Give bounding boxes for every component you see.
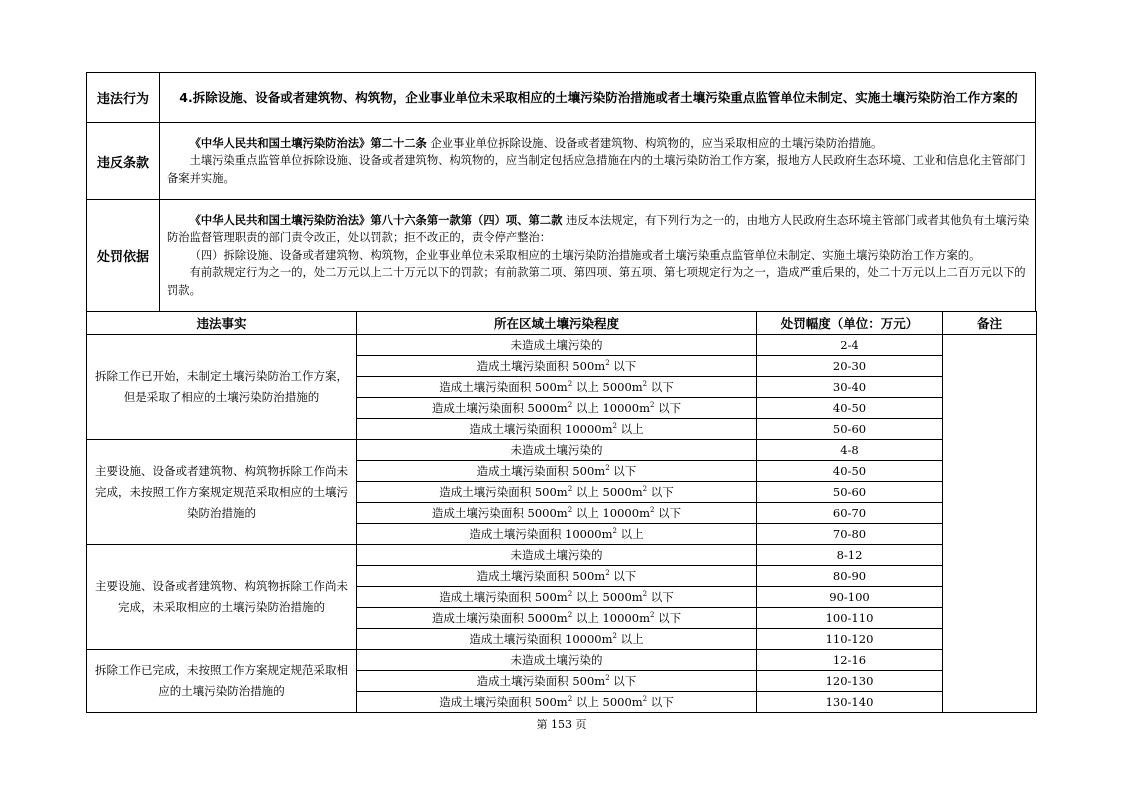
penalty-range-cell: 50-60 <box>757 482 943 503</box>
column-header: 违法事实 <box>87 312 357 335</box>
column-header: 所在区域土壤污染程度 <box>357 312 757 335</box>
basis-law-name: 《中华人民共和国土壤污染防治法》第八十六条第一款第（四）项、第二款 <box>189 213 563 227</box>
penalty-range-cell: 130-140 <box>757 692 943 713</box>
pollution-degree-cell: 造成土壤污染面积 $500m^2$ 以上 $5000m^2$ 以下 <box>357 692 757 713</box>
penalty-range-cell: 12-16 <box>757 650 943 671</box>
penalty-range-cell: 120-130 <box>757 671 943 692</box>
clause-cell <box>160 123 1036 200</box>
table-row <box>87 440 1037 461</box>
basis-paragraph-1 <box>167 212 1030 247</box>
clause-paragraph-1 <box>167 135 1030 153</box>
pollution-degree-cell: 造成土壤污染面积 $500m^2$ 以上 $5000m^2$ 以下 <box>357 587 757 608</box>
table-row <box>87 545 1037 566</box>
clause-label: 违反条款 <box>87 123 160 200</box>
pollution-degree-cell: 造成土壤污染面积 $5000m^2$ 以上 $10000m^2$ 以下 <box>357 608 757 629</box>
document-page <box>86 72 1036 713</box>
penalty-range-cell: 30-40 <box>757 377 943 398</box>
penalty-table-body <box>87 335 1037 713</box>
violation-title: 4.拆除设施、设备或者建筑物、构筑物，企业事业单位未采取相应的土壤污染防治措施或者土壤污染重点监管单位未制定、实施土壤污染防治工作方案的 <box>179 89 1018 105</box>
basis-cell <box>160 200 1036 312</box>
pollution-degree-cell: 造成土壤污染面积 $500m^2$ 以下 <box>357 566 757 587</box>
page-number: 第 153 页 <box>536 718 587 731</box>
penalty-range-cell: 80-90 <box>757 566 943 587</box>
clause-law-name: 《中华人民共和国土壤污染防治法》第二十二条 <box>189 136 427 150</box>
pollution-degree-cell: 未造成土壤污染的 <box>357 440 757 461</box>
penalty-range-cell: 100-110 <box>757 608 943 629</box>
basis-text-1: 违反本法规定，有下列行为之一的，由地方人民政府生态环境主管部门或者其他负有土壤污染防治监督管理职责的部门责令改正，处以罚款；拒不改正的，责令停产整治： <box>167 213 1030 245</box>
violation-fact-cell: 拆除工作已完成，未按照工作方案规定规范采取相应的土壤污染防治措施的 <box>87 650 357 713</box>
penalty-range-cell: 90-100 <box>757 587 943 608</box>
violation-cell <box>160 73 1036 123</box>
pollution-degree-cell: 造成土壤污染面积 $500m^2$ 以下 <box>357 356 757 377</box>
penalty-range-cell: 70-80 <box>757 524 943 545</box>
table-row <box>87 650 1037 671</box>
violation-label: 违法行为 <box>87 73 160 123</box>
clause-text-1: 企业事业单位拆除设施、设备或者建筑物、构筑物的，应当采取相应的土壤污染防治措施。 <box>430 136 883 150</box>
basis-label: 处罚依据 <box>87 200 160 312</box>
penalty-range-cell: 50-60 <box>757 419 943 440</box>
penalty-range-cell: 40-50 <box>757 461 943 482</box>
pollution-degree-cell: 未造成土壤污染的 <box>357 650 757 671</box>
pollution-degree-cell: 造成土壤污染面积 $5000m^2$ 以上 $10000m^2$ 以下 <box>357 398 757 419</box>
penalty-table <box>86 311 1037 713</box>
pollution-degree-cell: 造成土壤污染面积 $500m^2$ 以下 <box>357 461 757 482</box>
penalty-range-cell: 110-120 <box>757 629 943 650</box>
pollution-degree-cell: 造成土壤污染面积 $10000m^2$ 以上 <box>357 524 757 545</box>
violation-fact-cell: 主要设施、设备或者建筑物、构筑物拆除工作尚未完成，未采取相应的土壤污染防治措施的 <box>87 545 357 650</box>
column-header: 处罚幅度（单位：万元） <box>757 312 943 335</box>
penalty-range-cell: 4-8 <box>757 440 943 461</box>
pollution-degree-cell: 造成土壤污染面积 $10000m^2$ 以上 <box>357 629 757 650</box>
penalty-range-cell: 8-12 <box>757 545 943 566</box>
violation-fact-cell: 主要设施、设备或者建筑物、构筑物拆除工作尚未完成，未按照工作方案规定规范采取相应的土壤污染防治措施的 <box>87 440 357 545</box>
pollution-degree-cell: 造成土壤污染面积 $500m^2$ 以上 $5000m^2$ 以下 <box>357 377 757 398</box>
header-table <box>86 72 1036 312</box>
table-row <box>87 335 1037 356</box>
clause-paragraph-2: 土壤污染重点监管单位拆除设施、设备或者建筑物、构筑物的，应当制定包括应急措施在内的土壤污染防治工作方案，报地方人民政府生态环境、工业和信息化主管部门备案并实施。 <box>167 154 1026 185</box>
penalty-range-cell: 2-4 <box>757 335 943 356</box>
basis-paragraph-2: （四）拆除设施、设备或者建筑物、构筑物，企业事业单位未采取相应的土壤污染防治措施或者土壤污染重点监管单位未制定、实施土壤污染防治工作方案的。 <box>189 248 981 262</box>
penalty-range-cell: 60-70 <box>757 503 943 524</box>
violation-fact-cell: 拆除工作已开始，未制定土壤污染防治工作方案，但是采取了相应的土壤污染防治措施的 <box>87 335 357 440</box>
pollution-degree-cell: 未造成土壤污染的 <box>357 545 757 566</box>
pollution-degree-cell: 未造成土壤污染的 <box>357 335 757 356</box>
penalty-range-cell: 40-50 <box>757 398 943 419</box>
remarks-cell <box>943 335 1037 713</box>
penalty-range-cell: 20-30 <box>757 356 943 377</box>
pollution-degree-cell: 造成土壤污染面积 $500m^2$ 以下 <box>357 671 757 692</box>
basis-paragraph-3: 有前款规定行为之一的，处二万元以上二十万元以下的罚款；有前款第二项、第四项、第五项、第七项规定行为之一，造成严重后果的，处二十万元以上二百万元以下的罚款。 <box>167 266 1026 297</box>
column-header: 备注 <box>943 312 1037 335</box>
pollution-degree-cell: 造成土壤污染面积 $10000m^2$ 以上 <box>357 419 757 440</box>
pollution-degree-cell: 造成土壤污染面积 $500m^2$ 以上 $5000m^2$ 以下 <box>357 482 757 503</box>
pollution-degree-cell: 造成土壤污染面积 $5000m^2$ 以上 $10000m^2$ 以下 <box>357 503 757 524</box>
